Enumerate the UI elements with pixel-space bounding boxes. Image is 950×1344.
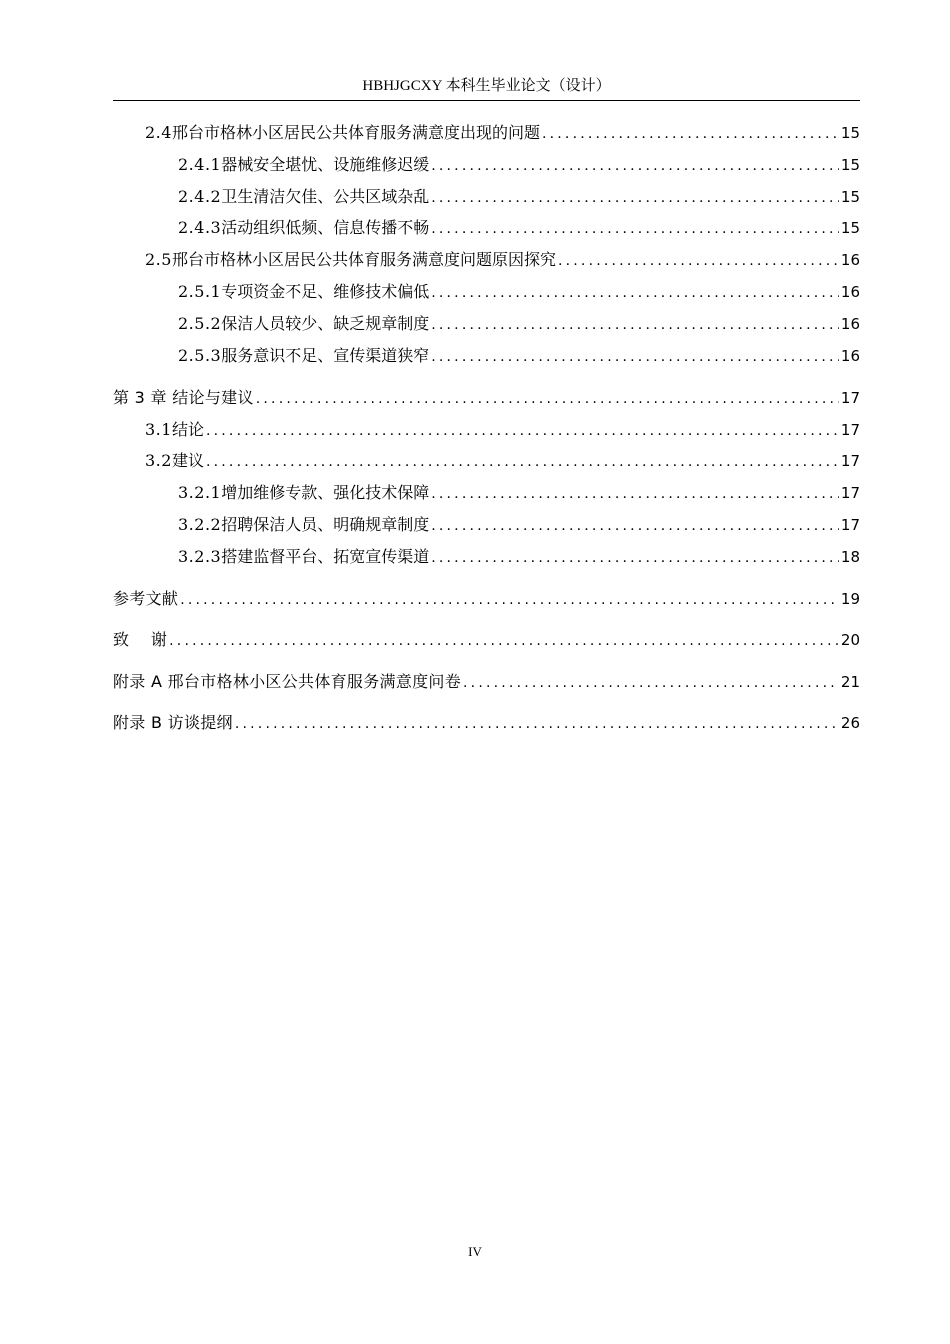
toc-entry-title: 邢台市格林小区居民公共体育服务满意度问题原因探究 (171, 250, 556, 269)
toc-entry-page: 15 (840, 188, 860, 206)
toc-entry-page: 18 (840, 548, 860, 566)
toc-entry-title: 建议 (171, 451, 204, 470)
toc-entry-2-5-2[interactable] (178, 313, 860, 335)
toc-dot-leader (431, 547, 839, 569)
toc-entry-number: 2.5.3 (178, 346, 222, 365)
toc-entry-page: 15 (840, 219, 860, 237)
toc-entry-references[interactable] (113, 588, 860, 610)
toc-entry-appendix-a[interactable] (113, 671, 860, 693)
toc-entry-title: 卫生清洁欠佳、公共区域杂乱 (221, 187, 430, 206)
toc-dot-leader (463, 672, 839, 694)
toc-entry-title: 器械安全堪忧、设施维修迟缓 (221, 155, 430, 174)
toc-entry-page: 15 (840, 156, 860, 174)
toc-entry-page: 21 (840, 673, 860, 691)
toc-entry-2-4-2[interactable] (178, 186, 860, 208)
toc-dot-leader (431, 187, 839, 209)
toc-dot-leader (206, 420, 839, 442)
toc-entry-number: 3.2.1 (178, 483, 222, 502)
toc-entry-title: 服务意识不足、宣传渠道狭窄 (221, 346, 430, 365)
toc-entry-number: 3.2.3 (178, 547, 222, 566)
toc-entry-2-5[interactable] (145, 249, 860, 271)
toc-dot-leader (169, 630, 839, 652)
page-number: IV (468, 1244, 482, 1259)
toc-entry-title: 邢台市格林小区居民公共体育服务满意度出现的问题 (171, 123, 540, 142)
toc-entry-title: 增加维修专款、强化技术保障 (221, 483, 430, 502)
toc-entry-3-2-2[interactable] (178, 514, 860, 536)
toc-dot-leader (431, 155, 839, 177)
toc-entry-page: 17 (840, 452, 860, 470)
toc-entry-3-2[interactable] (145, 450, 860, 472)
toc-entry-page: 19 (840, 590, 860, 608)
toc-entry-2-4[interactable] (145, 122, 860, 144)
toc-entry-3-2-1[interactable] (178, 482, 860, 504)
toc-entry-number: 2.4 (145, 123, 172, 142)
toc-entry-title: 第 3 章 结论与建议 (113, 388, 254, 407)
toc-entry-title: 附录 A 邢台市格林小区公共体育服务满意度问卷 (113, 672, 462, 691)
toc-entry-page: 15 (840, 124, 860, 142)
toc-entry-acknowledgements[interactable] (113, 629, 860, 651)
toc-dot-leader (558, 250, 839, 272)
toc-entry-page: 26 (840, 714, 860, 732)
toc-entry-number: 2.5.1 (178, 282, 222, 301)
toc-entry-page: 17 (840, 484, 860, 502)
toc-entry-title: 保洁人员较少、缺乏规章制度 (221, 314, 430, 333)
toc-entry-appendix-b[interactable] (113, 712, 860, 734)
page-header: HBHJGCXY 本科生毕业论文（设计） (362, 78, 611, 94)
toc-entry-page: 16 (840, 251, 860, 269)
toc-entry-number: 3.2.2 (178, 515, 222, 534)
toc-entry-title: 结论 (171, 420, 204, 439)
toc-entry-title: 参考文献 (113, 589, 179, 608)
toc-dot-leader (431, 483, 839, 505)
toc-entry-title: 专项资金不足、维修技术偏低 (221, 282, 430, 301)
toc-entry-3-2-3[interactable] (178, 546, 860, 568)
toc-entry-page: 17 (840, 389, 860, 407)
toc-dot-leader (431, 346, 839, 368)
toc-entry-title: 活动组织低频、信息传播不畅 (221, 218, 430, 237)
toc-entry-chapter-3[interactable] (113, 387, 860, 409)
toc-dot-leader (235, 713, 839, 735)
toc-entry-title: 搭建监督平台、拓宽宣传渠道 (221, 547, 430, 566)
toc-entry-number: 2.4.1 (178, 155, 222, 174)
toc-entry-number: 3.2 (145, 451, 172, 470)
toc-entry-page: 17 (840, 516, 860, 534)
toc-entry-page: 16 (840, 315, 860, 333)
toc-entry-page: 16 (840, 283, 860, 301)
toc-entry-number: 2.5 (145, 250, 172, 269)
toc-dot-leader (256, 388, 839, 410)
toc-entry-3-1[interactable] (145, 419, 860, 441)
toc-entry-2-4-1[interactable] (178, 154, 860, 176)
toc-entry-number: 2.4.3 (178, 218, 222, 237)
toc-entry-number: 2.4.2 (178, 187, 222, 206)
toc-entry-2-5-3[interactable] (178, 345, 860, 367)
toc-entry-title: 招聘保洁人员、明确规章制度 (221, 515, 430, 534)
toc-dot-leader (206, 451, 839, 473)
toc-entry-page: 16 (840, 347, 860, 365)
toc-entry-page: 17 (840, 421, 860, 439)
toc-entry-2-5-1[interactable] (178, 281, 860, 303)
toc-dot-leader (431, 282, 839, 304)
toc-dot-leader (431, 218, 839, 240)
toc-entry-number: 3.1 (145, 420, 172, 439)
toc-entry-number: 2.5.2 (178, 314, 222, 333)
toc-dot-leader (431, 314, 839, 336)
toc-entry-page: 20 (840, 631, 860, 649)
toc-dot-leader (180, 589, 839, 611)
toc-entry-2-4-3[interactable] (178, 217, 860, 239)
toc-dot-leader (542, 123, 839, 145)
toc-dot-leader (431, 515, 839, 537)
toc-entry-title: 附录 B 访谈提纲 (113, 713, 233, 732)
toc-entry-title: 致 谢 (113, 630, 168, 649)
